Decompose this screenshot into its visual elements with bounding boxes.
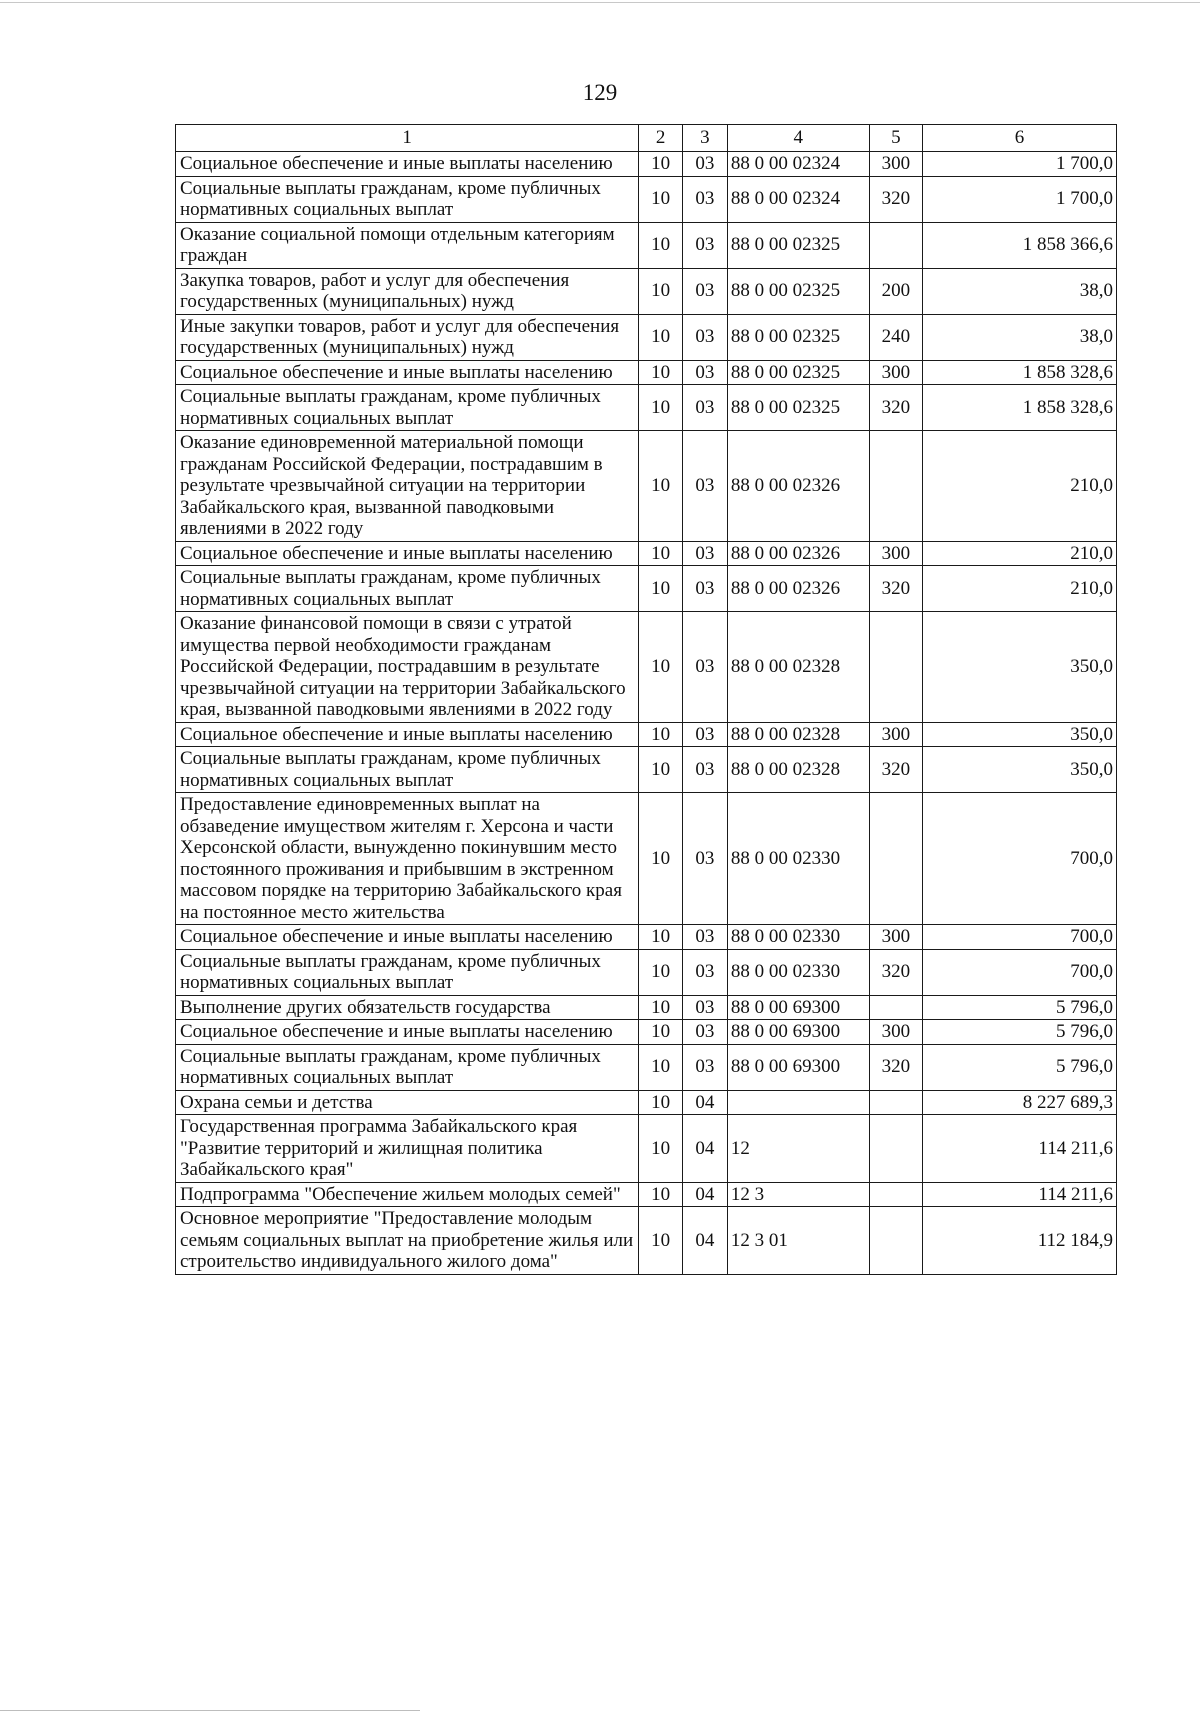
table-row <box>176 747 1117 793</box>
cell-amount: 700,0 <box>922 949 1116 995</box>
cell-section: 10 <box>639 385 683 431</box>
cell-expense-type: 240 <box>869 314 922 360</box>
cell-section: 10 <box>639 1044 683 1090</box>
cell-target-article: 88 0 00 02330 <box>727 949 869 995</box>
cell-section: 10 <box>639 268 683 314</box>
cell-amount: 350,0 <box>922 722 1116 747</box>
cell-section: 10 <box>639 176 683 222</box>
cell-name: Социальное обеспечение и иные выплаты населению <box>176 1020 639 1045</box>
table-row <box>176 1020 1117 1045</box>
cell-expense-type <box>869 612 922 723</box>
cell-subsection: 03 <box>683 268 728 314</box>
cell-expense-type: 320 <box>869 566 922 612</box>
cell-amount: 350,0 <box>922 747 1116 793</box>
cell-target-article: 12 3 01 <box>727 1207 869 1275</box>
cell-section: 10 <box>639 722 683 747</box>
table-row <box>176 793 1117 925</box>
cell-target-article: 12 3 <box>727 1182 869 1207</box>
cell-subsection: 03 <box>683 431 728 542</box>
cell-subsection: 03 <box>683 995 728 1020</box>
cell-subsection: 03 <box>683 176 728 222</box>
cell-section: 10 <box>639 222 683 268</box>
cell-target-article: 88 0 00 02330 <box>727 925 869 950</box>
cell-target-article: 88 0 00 02325 <box>727 314 869 360</box>
cell-expense-type: 320 <box>869 385 922 431</box>
table-row <box>176 1182 1117 1207</box>
cell-amount: 1 858 366,6 <box>922 222 1116 268</box>
table-row <box>176 612 1117 723</box>
cell-name: Оказание финансовой помощи в связи с утратой имущества первой необходимости гражданам Российской Федерации, пострадавшим в результате чрезвычайной ситуации на территории Забайкальского края, вызванной паводковыми явлениями в 2022 году <box>176 612 639 723</box>
cell-section: 10 <box>639 793 683 925</box>
cell-amount: 1 700,0 <box>922 152 1116 177</box>
table-row <box>176 995 1117 1020</box>
header-col-1: 1 <box>176 125 639 152</box>
table-row <box>176 566 1117 612</box>
cell-subsection: 04 <box>683 1207 728 1275</box>
cell-name: Социальные выплаты гражданам, кроме публичных нормативных социальных выплат <box>176 747 639 793</box>
header-col-5: 5 <box>869 125 922 152</box>
cell-subsection: 04 <box>683 1115 728 1183</box>
cell-section: 10 <box>639 949 683 995</box>
cell-expense-type <box>869 1090 922 1115</box>
cell-target-article: 88 0 00 69300 <box>727 995 869 1020</box>
table-row <box>176 925 1117 950</box>
cell-section: 10 <box>639 1182 683 1207</box>
cell-section: 10 <box>639 152 683 177</box>
cell-expense-type: 320 <box>869 1044 922 1090</box>
cell-subsection: 03 <box>683 925 728 950</box>
cell-expense-type: 300 <box>869 152 922 177</box>
cell-name: Социальные выплаты гражданам, кроме публичных нормативных социальных выплат <box>176 949 639 995</box>
cell-expense-type: 300 <box>869 1020 922 1045</box>
cell-amount: 112 184,9 <box>922 1207 1116 1275</box>
page-number: 129 <box>582 80 618 105</box>
cell-target-article: 88 0 00 02326 <box>727 541 869 566</box>
budget-table <box>175 124 1117 1275</box>
table-row <box>176 1090 1117 1115</box>
cell-section: 10 <box>639 747 683 793</box>
cell-target-article: 88 0 00 02326 <box>727 431 869 542</box>
cell-amount: 210,0 <box>922 566 1116 612</box>
cell-name: Социальное обеспечение и иные выплаты населению <box>176 360 639 385</box>
cell-section: 10 <box>639 612 683 723</box>
cell-name: Социальные выплаты гражданам, кроме публичных нормативных социальных выплат <box>176 385 639 431</box>
cell-subsection: 04 <box>683 1090 728 1115</box>
cell-target-article: 88 0 00 02328 <box>727 747 869 793</box>
cell-target-article: 88 0 00 69300 <box>727 1044 869 1090</box>
cell-section: 10 <box>639 566 683 612</box>
scan-edge-bottom <box>0 1710 420 1711</box>
cell-section: 10 <box>639 314 683 360</box>
cell-expense-type <box>869 1115 922 1183</box>
cell-name: Выполнение других обязательств государства <box>176 995 639 1020</box>
cell-section: 10 <box>639 995 683 1020</box>
table-row <box>176 1207 1117 1275</box>
cell-section: 10 <box>639 1207 683 1275</box>
cell-amount: 210,0 <box>922 541 1116 566</box>
header-col-3: 3 <box>683 125 728 152</box>
cell-name: Основное мероприятие "Предоставление молодым семьям социальных выплат на приобретение жилья или строительство индивидуального жилого дома" <box>176 1207 639 1275</box>
cell-target-article <box>727 1090 869 1115</box>
cell-subsection: 03 <box>683 152 728 177</box>
cell-subsection: 03 <box>683 949 728 995</box>
table-row <box>176 1115 1117 1183</box>
cell-name: Предоставление единовременных выплат на обзаведение имуществом жителям г. Херсона и части Херсонской области, вынужденно покинувшим место постоянного проживания и прибывшим в экстренном массовом порядке на территорию Забайкальского края на постоянное место жительства <box>176 793 639 925</box>
table-row <box>176 431 1117 542</box>
cell-target-article: 88 0 00 02325 <box>727 385 869 431</box>
cell-name: Закупка товаров, работ и услуг для обеспечения государственных (муниципальных) нужд <box>176 268 639 314</box>
table-row <box>176 222 1117 268</box>
cell-target-article: 88 0 00 02325 <box>727 360 869 385</box>
cell-amount: 350,0 <box>922 612 1116 723</box>
cell-section: 10 <box>639 925 683 950</box>
cell-amount: 114 211,6 <box>922 1182 1116 1207</box>
cell-amount: 210,0 <box>922 431 1116 542</box>
cell-subsection: 03 <box>683 722 728 747</box>
cell-target-article: 88 0 00 02324 <box>727 152 869 177</box>
cell-name: Социальные выплаты гражданам, кроме публичных нормативных социальных выплат <box>176 176 639 222</box>
cell-amount: 700,0 <box>922 793 1116 925</box>
cell-target-article: 88 0 00 02325 <box>727 222 869 268</box>
cell-subsection: 03 <box>683 612 728 723</box>
cell-expense-type <box>869 995 922 1020</box>
cell-amount: 5 796,0 <box>922 1020 1116 1045</box>
cell-subsection: 03 <box>683 1020 728 1045</box>
table-row <box>176 360 1117 385</box>
cell-target-article: 88 0 00 02325 <box>727 268 869 314</box>
cell-expense-type <box>869 793 922 925</box>
cell-name: Иные закупки товаров, работ и услуг для обеспечения государственных (муниципальных) нужд <box>176 314 639 360</box>
cell-name: Социальное обеспечение и иные выплаты населению <box>176 541 639 566</box>
cell-name: Охрана семьи и детства <box>176 1090 639 1115</box>
cell-expense-type: 320 <box>869 949 922 995</box>
cell-expense-type: 300 <box>869 722 922 747</box>
cell-expense-type: 320 <box>869 747 922 793</box>
table-row <box>176 385 1117 431</box>
cell-section: 10 <box>639 360 683 385</box>
cell-section: 10 <box>639 1115 683 1183</box>
cell-amount: 38,0 <box>922 268 1116 314</box>
cell-amount: 38,0 <box>922 314 1116 360</box>
cell-expense-type <box>869 222 922 268</box>
table-row <box>176 541 1117 566</box>
cell-subsection: 03 <box>683 314 728 360</box>
header-col-4: 4 <box>727 125 869 152</box>
cell-section: 10 <box>639 1020 683 1045</box>
cell-target-article: 12 <box>727 1115 869 1183</box>
cell-name: Оказание социальной помощи отдельным категориям граждан <box>176 222 639 268</box>
cell-name: Социальные выплаты гражданам, кроме публичных нормативных социальных выплат <box>176 1044 639 1090</box>
cell-subsection: 03 <box>683 222 728 268</box>
cell-amount: 1 700,0 <box>922 176 1116 222</box>
cell-amount: 5 796,0 <box>922 995 1116 1020</box>
cell-expense-type: 320 <box>869 176 922 222</box>
table-row <box>176 176 1117 222</box>
cell-subsection: 03 <box>683 385 728 431</box>
cell-expense-type: 300 <box>869 925 922 950</box>
cell-amount: 700,0 <box>922 925 1116 950</box>
cell-name: Подпрограмма "Обеспечение жильем молодых семей" <box>176 1182 639 1207</box>
cell-target-article: 88 0 00 02324 <box>727 176 869 222</box>
cell-name: Социальное обеспечение и иные выплаты населению <box>176 925 639 950</box>
cell-amount: 114 211,6 <box>922 1115 1116 1183</box>
table-body <box>176 152 1117 1275</box>
cell-subsection: 03 <box>683 1044 728 1090</box>
cell-name: Оказание единовременной материальной помощи гражданам Российской Федерации, пострадавшим в результате чрезвычайной ситуации на территории Забайкальского края, вызванной паводковыми явлениями в 2022 году <box>176 431 639 542</box>
cell-subsection: 03 <box>683 793 728 925</box>
table-row <box>176 722 1117 747</box>
cell-target-article: 88 0 00 02330 <box>727 793 869 925</box>
table-row <box>176 152 1117 177</box>
cell-section: 10 <box>639 1090 683 1115</box>
cell-target-article: 88 0 00 02328 <box>727 612 869 723</box>
table-row <box>176 1044 1117 1090</box>
cell-name: Государственная программа Забайкальского края "Развитие территорий и жилищная политика Забайкальского края" <box>176 1115 639 1183</box>
cell-name: Социальное обеспечение и иные выплаты населению <box>176 722 639 747</box>
cell-subsection: 03 <box>683 566 728 612</box>
cell-subsection: 04 <box>683 1182 728 1207</box>
cell-section: 10 <box>639 431 683 542</box>
table-row <box>176 314 1117 360</box>
scan-edge-top <box>0 2 1200 3</box>
table-row <box>176 268 1117 314</box>
cell-subsection: 03 <box>683 360 728 385</box>
cell-expense-type: 300 <box>869 360 922 385</box>
header-col-2: 2 <box>639 125 683 152</box>
cell-amount: 5 796,0 <box>922 1044 1116 1090</box>
cell-expense-type: 300 <box>869 541 922 566</box>
header-row <box>176 125 1117 152</box>
cell-amount: 1 858 328,6 <box>922 385 1116 431</box>
cell-amount: 8 227 689,3 <box>922 1090 1116 1115</box>
cell-expense-type: 200 <box>869 268 922 314</box>
cell-subsection: 03 <box>683 747 728 793</box>
cell-amount: 1 858 328,6 <box>922 360 1116 385</box>
cell-target-article: 88 0 00 02328 <box>727 722 869 747</box>
cell-name: Социальные выплаты гражданам, кроме публичных нормативных социальных выплат <box>176 566 639 612</box>
cell-expense-type <box>869 1207 922 1275</box>
cell-name: Социальное обеспечение и иные выплаты населению <box>176 152 639 177</box>
cell-expense-type <box>869 431 922 542</box>
cell-target-article: 88 0 00 69300 <box>727 1020 869 1045</box>
cell-subsection: 03 <box>683 541 728 566</box>
cell-target-article: 88 0 00 02326 <box>727 566 869 612</box>
table-row <box>176 949 1117 995</box>
header-col-6: 6 <box>922 125 1116 152</box>
cell-expense-type <box>869 1182 922 1207</box>
cell-section: 10 <box>639 541 683 566</box>
